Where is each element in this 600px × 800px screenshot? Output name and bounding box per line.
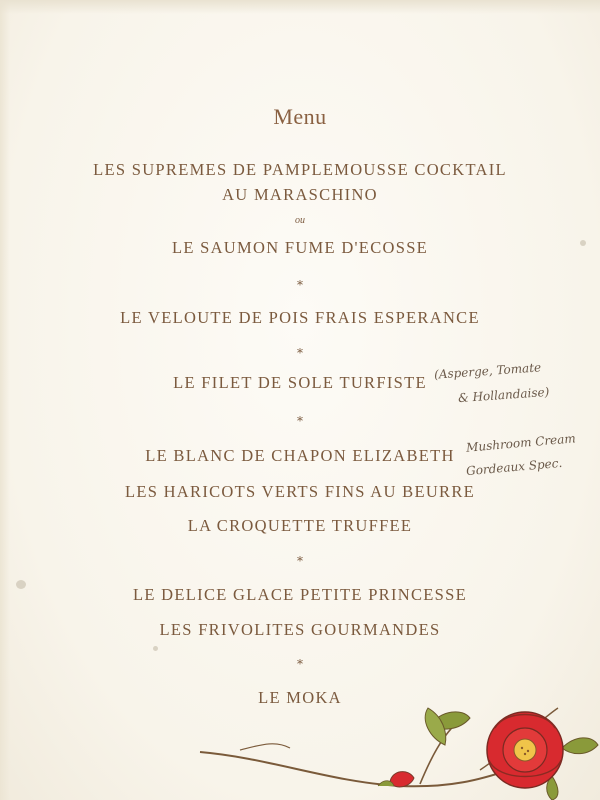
course-separator: * (297, 414, 303, 428)
course-1-line-1: LES SUPREMES DE PAMPLEMOUSSE COCKTAIL (93, 160, 507, 179)
course-1-line-2: AU MARASCHINO (222, 185, 378, 204)
handwritten-note-2-line-2: Gordeaux Spec. (465, 455, 563, 479)
course-5-dessert: LE DELICE GLACE PETITE PRINCESSE (133, 585, 467, 604)
course-5-petits-fours: LES FRIVOLITES GOURMANDES (159, 620, 441, 639)
paper-edge-top (0, 0, 600, 14)
or-separator: ou (295, 215, 305, 226)
course-separator: * (297, 346, 303, 360)
course-1-alternative: LE SAUMON FUME D'ECOSSE (171, 238, 429, 257)
course-separator: * (297, 657, 303, 671)
handwritten-note-1-line-2: & Hollandaise) (457, 384, 550, 406)
course-4-side-2: LA CROQUETTE TRUFFEE (187, 516, 413, 535)
handwritten-note-2-line-1: Mushroom Cream (465, 431, 577, 455)
paper-stain (153, 646, 158, 651)
course-6: LE MOKA (258, 688, 342, 707)
handwritten-note-1-line-1: (Asperge, Tomate (433, 360, 542, 382)
course-separator: * (297, 278, 303, 292)
course-3: LE FILET DE SOLE TURFISTE (173, 373, 427, 392)
menu-title: Menu (273, 104, 327, 129)
course-2: LE VELOUTE DE POIS FRAIS ESPERANCE (120, 308, 480, 327)
course-separator: * (297, 554, 303, 568)
course-4-main: LE BLANC DE CHAPON ELIZABETH (145, 446, 455, 465)
rose-vine-icon (180, 690, 600, 800)
course-4-side-1: LES HARICOTS VERTS FINS AU BEURRE (124, 482, 476, 501)
